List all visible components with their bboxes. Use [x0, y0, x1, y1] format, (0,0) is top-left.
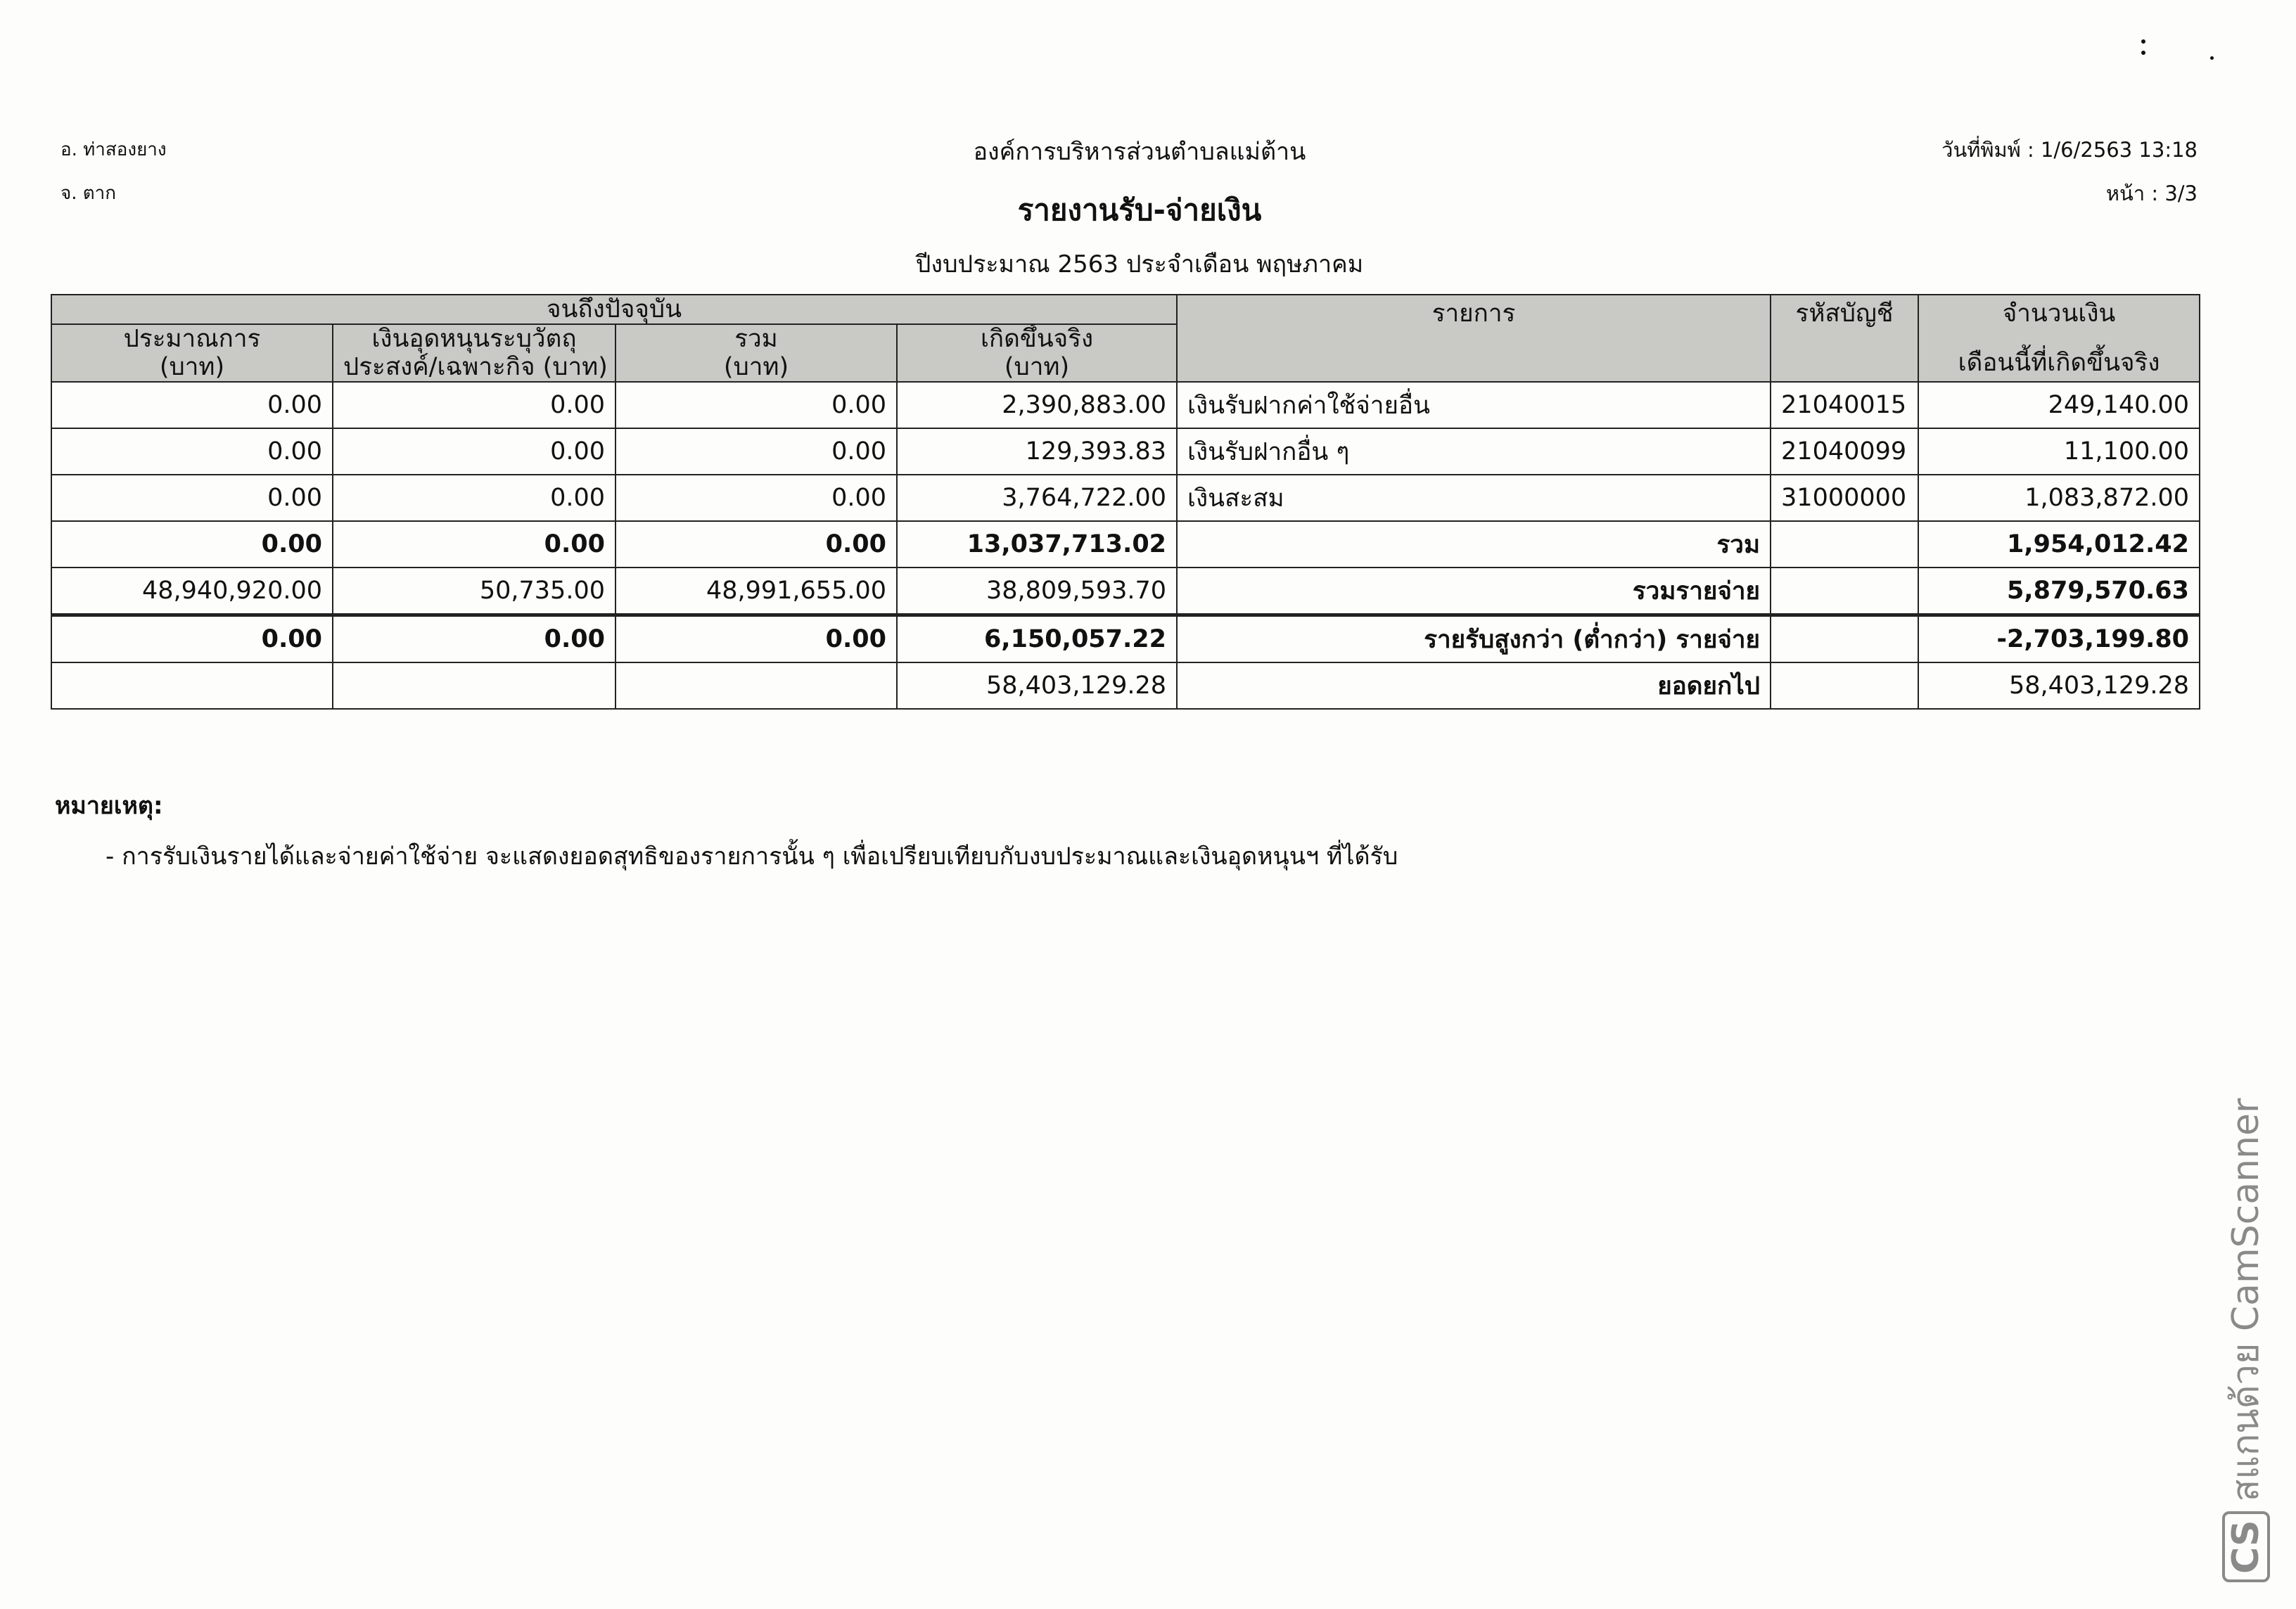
account-code-cell: 31000000	[1771, 475, 1918, 521]
estimate-cell: 0.00	[51, 428, 333, 475]
subsidy-cell: 0.00	[333, 475, 616, 521]
actual-header-line2: (บาท)	[1004, 353, 1070, 381]
table-row	[51, 475, 2200, 521]
camscanner-text: สแกนด้วย CamScanner	[2225, 1098, 2267, 1502]
item-cell: เงินรับฝากอื่น ๆ	[1177, 428, 1771, 475]
account-code-cell	[1771, 662, 1918, 709]
total-cell: 0.00	[616, 382, 897, 428]
subsidy-cell: 0.00	[333, 615, 616, 663]
estimate-header-line1: ประมาณการ	[123, 325, 261, 353]
column-header-item: รายการ	[1177, 295, 1771, 382]
column-header-actual	[897, 324, 1177, 382]
account-code-cell	[1771, 615, 1918, 663]
month-amount-cell: -2,703,199.80	[1918, 615, 2200, 663]
account-code-cell: 21040015	[1771, 382, 1918, 428]
actual-cell: 13,037,713.02	[897, 521, 1177, 568]
item-cell: เงินสะสม	[1177, 475, 1771, 521]
actual-cell: 6,150,057.22	[897, 615, 1177, 663]
total-cell: 0.00	[616, 475, 897, 521]
estimate-cell: 0.00	[51, 475, 333, 521]
report-title: รายงานรับ-จ่ายเงิน	[1017, 193, 1262, 227]
table-row	[51, 428, 2200, 475]
page-number: หน้า : 3/3	[2105, 181, 2198, 205]
report-table	[51, 294, 2200, 710]
total-header-line1: รวม	[734, 325, 778, 353]
total-cell: 0.00	[616, 615, 897, 663]
total-cell: 0.00	[616, 428, 897, 475]
item-cell: เงินรับฝากค่าใช้จ่ายอื่น	[1177, 382, 1771, 428]
subsidy-cell: 0.00	[333, 382, 616, 428]
subsidy-cell: 50,735.00	[333, 568, 616, 615]
actual-cell: 3,764,722.00	[897, 475, 1177, 521]
account-code-cell	[1771, 521, 1918, 568]
scan-speck	[2141, 39, 2145, 44]
month-amount-cell: 1,083,872.00	[1918, 475, 2200, 521]
table-row	[51, 382, 2200, 428]
estimate-cell: 0.00	[51, 382, 333, 428]
subsidy-cell: 0.00	[333, 521, 616, 568]
estimate-cell: 0.00	[51, 615, 333, 663]
total-cell: 0.00	[616, 521, 897, 568]
district-label: อ. ท่าสองยาง	[60, 139, 167, 160]
month-amount-cell: 11,100.00	[1918, 428, 2200, 475]
surplus-row	[51, 615, 2200, 663]
organization-name: องค์การบริหารส่วนตำบลแม่ต้าน	[973, 138, 1306, 166]
expense-total-row	[51, 568, 2200, 615]
actual-header-line1: เกิดขึ้นจริง	[980, 325, 1094, 353]
province-label: จ. ตาก	[60, 183, 116, 204]
notes-text: - การรับเงินรายได้และจ่ายค่าใช้จ่าย จะแสดงยอดสุทธิของรายการนั้น ๆ เพื่อเปรียบเทียบกับงบประมาณและเงินอุดหนุนฯ ที่ได้รับ	[106, 842, 1398, 871]
subsidy-header-line1: เงินอุดหนุนระบุวัตถุ	[371, 325, 577, 353]
estimate-cell: 48,940,920.00	[51, 568, 333, 615]
group-header-to-date: จนถึงปัจจุบัน	[51, 295, 1177, 324]
column-header-month-amount	[1918, 295, 2200, 382]
subsidy-cell: 0.00	[333, 428, 616, 475]
report-subtitle: ปีงบประมาณ 2563 ประจำเดือน พฤษภาคม	[915, 250, 1364, 278]
month-amount-title: จำนวนเงิน	[2002, 300, 2116, 328]
actual-cell: 38,809,593.70	[897, 568, 1177, 615]
month-amount-cell: 58,403,129.28	[1918, 662, 2200, 709]
estimate-cell	[51, 662, 333, 709]
month-amount-cell: 249,140.00	[1918, 382, 2200, 428]
notes-title: หมายเหตุ:	[55, 792, 163, 820]
actual-cell: 58,403,129.28	[897, 662, 1177, 709]
subsidy-cell	[333, 662, 616, 709]
account-code-cell	[1771, 568, 1918, 615]
item-cell: ยอดยกไป	[1177, 662, 1771, 709]
total-header-line2: (บาท)	[723, 353, 789, 381]
account-code-cell: 21040099	[1771, 428, 1918, 475]
camscanner-watermark	[2216, 1098, 2274, 1582]
month-amount-subtitle: เดือนนี้ที่เกิดขึ้นจริง	[1958, 349, 2160, 377]
month-amount-cell: 5,879,570.63	[1918, 568, 2200, 615]
item-cell: รวม	[1177, 521, 1771, 568]
subtotal-row	[51, 521, 2200, 568]
scan-speck	[2141, 51, 2145, 55]
total-cell	[616, 662, 897, 709]
actual-cell: 129,393.83	[897, 428, 1177, 475]
subsidy-header-line2: ประสงค์/เฉพาะกิจ (บาท)	[343, 353, 608, 381]
estimate-header-line2: (บาท)	[159, 353, 225, 381]
month-amount-cell: 1,954,012.42	[1918, 521, 2200, 568]
actual-cell: 2,390,883.00	[897, 382, 1177, 428]
item-cell: รวมรายจ่าย	[1177, 568, 1771, 615]
total-cell: 48,991,655.00	[616, 568, 897, 615]
estimate-cell: 0.00	[51, 521, 333, 568]
column-header-total	[616, 324, 897, 382]
scan-speck	[2210, 56, 2214, 60]
carried-forward-row	[51, 662, 2200, 709]
item-cell: รายรับสูงกว่า (ต่ำกว่า) รายจ่าย	[1177, 615, 1771, 663]
column-header-account-code: รหัสบัญชี	[1771, 295, 1918, 382]
column-header-estimate	[51, 324, 333, 382]
print-date: วันที่พิมพ์ : 1/6/2563 13:18	[1941, 138, 2198, 162]
column-header-subsidy	[333, 324, 616, 382]
camscanner-logo-icon: CS	[2222, 1511, 2270, 1582]
